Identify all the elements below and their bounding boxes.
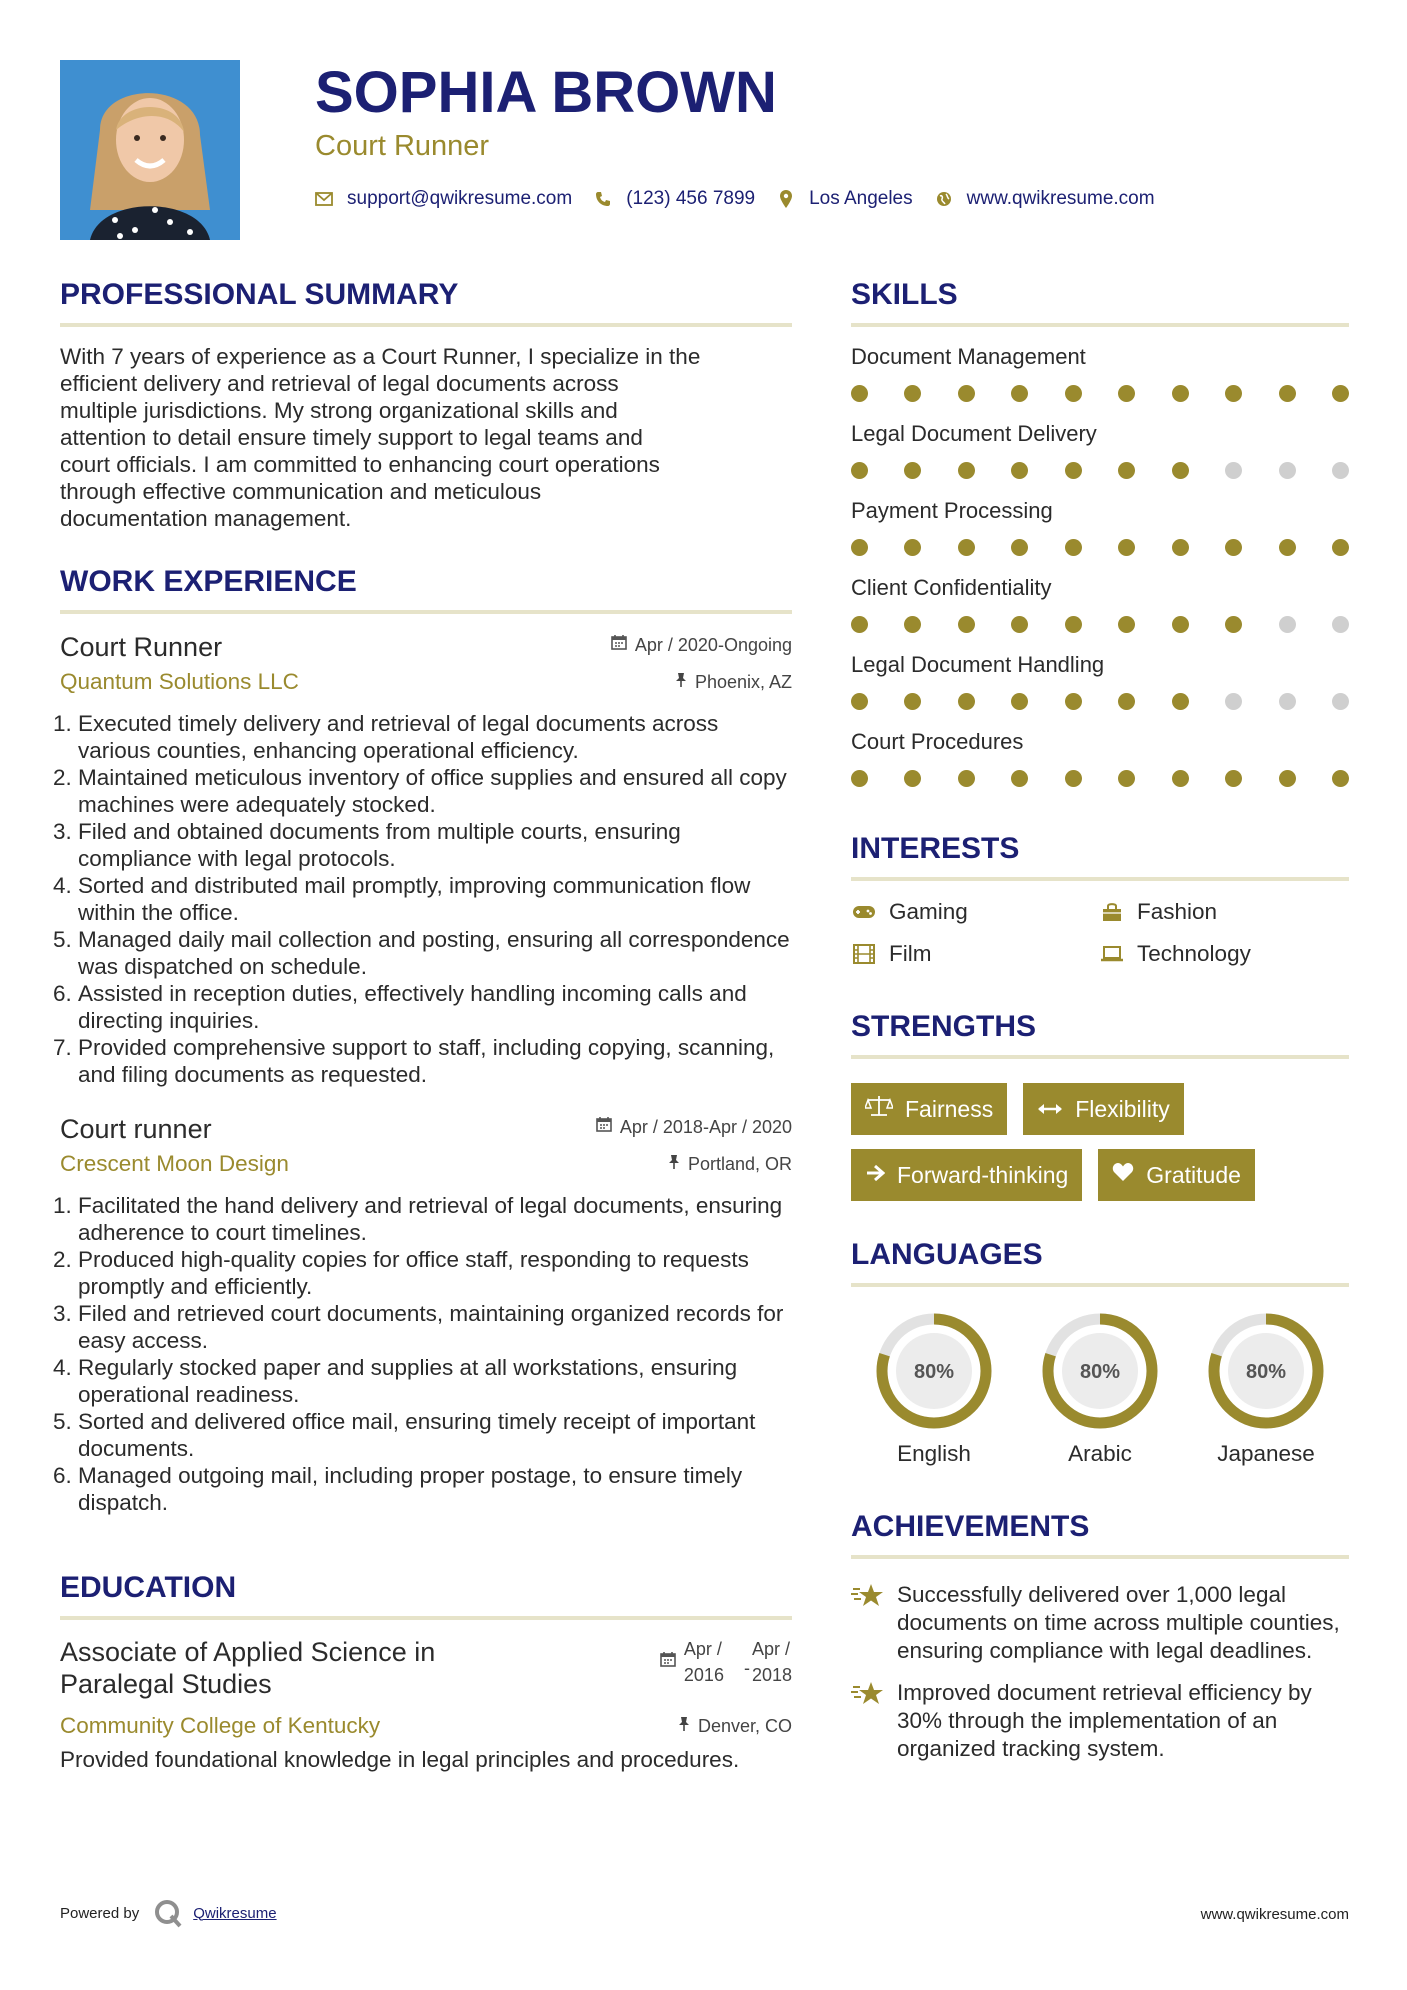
contact-website[interactable] [935,188,1155,210]
job-location-text: Portland, OR [687,1153,792,1174]
website-text: www.qwikresume.com [966,188,1155,209]
skill-name: Legal Document Delivery [851,421,1097,446]
rating-dot-filled [958,770,975,787]
skill-item [851,420,1349,479]
map-marker-icon [777,190,795,208]
profile-photo [60,60,240,240]
interests-title: INTERESTS [851,829,1349,881]
skill-item [851,651,1349,710]
rating-dot-filled [1118,616,1135,633]
summary-line: multiple jurisdictions. My strong organizational skills and [60,398,618,423]
star-trophy-icon [851,1679,885,1763]
job-bullets [60,1192,792,1516]
list-item: 6. Assisted in reception duties, effectively handling incoming calls and directing inquiries. [78,980,792,1034]
summary-line: through effective communication and meticulous [60,479,542,504]
phone-icon [594,191,612,207]
language-percent: 80% [1079,1361,1121,1383]
summary-text [60,343,792,532]
job-title: Court Runner [60,632,223,662]
rating-dot-empty [1279,462,1296,479]
skill-item [851,343,1349,402]
education-title: EDUCATION [60,1568,792,1620]
gamepad-icon [851,904,877,920]
rating-dot-filled [1118,462,1135,479]
job-title: Court runner [60,1114,212,1144]
list-item: 5. Sorted and delivered office mail, ensuring timely receipt of important documents. [78,1408,792,1462]
rating-dot-filled [904,616,921,633]
powered-by-text: Powered by [60,1904,140,1922]
achievement-item [851,1581,1349,1665]
rating-dot-empty [1279,616,1296,633]
strengths-section [851,1007,1349,1201]
list-item: 5. Managed daily mail collection and posting, ensuring all correspondence was dispatched on schedule. [78,926,792,980]
footer-website[interactable]: www.qwikresume.com [1200,1906,1349,1923]
language-percent: 80% [913,1361,955,1383]
skill-name: Legal Document Handling [851,652,1105,677]
rating-dot-filled [1118,770,1135,787]
strength-badges [851,1083,1349,1201]
list-item: 3. Filed and obtained documents from multiple courts, ensuring compliance with legal protocols. [78,818,792,872]
skills-list [851,343,1349,787]
strength-label: Flexibility [1075,1095,1170,1122]
job-dates-text: Apr / 2018-Apr / 2020 [619,1117,792,1137]
strength-label: Fairness [905,1095,994,1122]
rating-dot-filled [958,616,975,633]
location-text: Los Angeles [809,188,913,209]
pin-icon [675,672,687,693]
rating-dot-filled [1011,385,1028,402]
rating-dot-filled [958,385,975,402]
skill-item [851,574,1349,633]
rating-dot-filled [1225,616,1242,633]
degree-line: Paralegal Studies [60,1669,272,1699]
achievements-section [851,1507,1349,1763]
footer-powered [60,1898,277,1928]
list-item: 6. Managed outgoing mail, including proper postage, to ensure timely dispatch. [78,1462,792,1516]
rating-dot-filled [851,385,868,402]
left-column [60,275,792,1773]
rating-dot-empty [1279,693,1296,710]
summary-section [60,275,792,532]
contact-email[interactable] [315,188,572,210]
strengths-title: STRENGTHS [851,1007,1349,1059]
rating-dot-filled [1172,770,1189,787]
company-name: Quantum Solutions LLC [60,669,299,694]
education-dates [660,1636,792,1688]
rating-dot-empty [1332,616,1349,633]
school-name: Community College of Kentucky [60,1713,381,1738]
edu-start-year: 2016 [683,1665,724,1685]
education-section [60,1568,792,1773]
education-location-text: Denver, CO [697,1715,792,1736]
interest-label: Film [889,941,932,966]
balance-scale-icon [865,1095,893,1123]
laptop-icon [1099,945,1125,963]
globe-icon [935,191,953,207]
rating-dot-filled [1279,770,1296,787]
skill-rating [851,462,1349,479]
language-percent: 80% [1245,1361,1287,1383]
rating-dot-filled [904,462,921,479]
language-name: Arabic [1068,1441,1132,1466]
achievement-item [851,1679,1349,1763]
job-dates [596,1112,792,1142]
rating-dot-filled [1118,693,1135,710]
bag-icon [1099,902,1125,922]
experience-title: WORK EXPERIENCE [60,562,792,614]
list-item: 2. Produced high-quality copies for office staff, responding to requests promptly and efficiently. [78,1246,792,1300]
strength-badge [851,1083,1007,1135]
candidate-role: Court Runner [315,130,490,162]
job-location [675,672,792,693]
language-ring [1040,1311,1160,1431]
rating-dot-filled [851,462,868,479]
skill-item [851,497,1349,556]
languages-list [851,1311,1349,1467]
rating-dot-filled [1065,385,1082,402]
contact-bar [315,188,1367,210]
phone-text: (123) 456 7899 [626,188,756,209]
star-trophy-icon [851,1581,885,1665]
skill-name: Payment Processing [851,498,1053,523]
language-ring [1206,1311,1326,1431]
language-item [1017,1311,1183,1467]
rating-dot-filled [1118,385,1135,402]
rating-dot-filled [1011,539,1028,556]
contact-phone[interactable] [594,188,755,210]
degree-line: Associate of Applied Science in [60,1637,436,1667]
rating-dot-filled [1332,539,1349,556]
list-item: 2. Maintained meticulous inventory of office supplies and ensured all copy machines were adequately stocked. [78,764,792,818]
summary-line: With 7 years of experience as a Court Runner, I specialize in the [60,344,701,369]
pin-icon [678,1716,690,1737]
contact-location [777,188,913,210]
rating-dot-filled [1332,770,1349,787]
skill-name: Court Procedures [851,729,1024,754]
skill-rating [851,616,1349,633]
strength-badge [851,1149,1082,1201]
skills-section [851,275,1349,787]
summary-line: attention to detail ensure timely support to legal teams and [60,425,643,450]
strength-badge [1023,1083,1184,1135]
interests-section [851,829,1349,967]
rating-dot-filled [1172,539,1189,556]
email-text: support@qwikresume.com [347,188,573,209]
language-item [851,1311,1017,1467]
list-item: 7. Provided comprehensive support to staff, including copying, scanning, and filing documents as requested. [78,1034,792,1088]
rating-dot-filled [851,693,868,710]
language-ring [874,1311,994,1431]
edu-end-year: 2018 [751,1665,792,1685]
job-entry [60,1112,792,1516]
calendar-icon [660,1649,676,1675]
interest-item [1099,899,1349,925]
languages-section [851,1235,1349,1467]
film-icon [851,944,877,964]
qwikresume-logo-icon [153,1898,183,1928]
achievement-text: Improved document retrieval efficiency by 30% through the implementation of an organized tracking system. [897,1680,1312,1761]
rating-dot-filled [958,693,975,710]
rating-dot-empty [1225,462,1242,479]
rating-dot-filled [1065,616,1082,633]
rating-dot-filled [1225,539,1242,556]
right-column [851,275,1349,1763]
rating-dot-empty [1225,693,1242,710]
interests-grid [851,899,1349,967]
rating-dot-filled [1011,693,1028,710]
achievements-title: ACHIEVEMENTS [851,1507,1349,1559]
skill-rating [851,770,1349,787]
strength-badge [1098,1149,1255,1201]
job-entry [60,630,792,1088]
skill-rating [851,385,1349,402]
rating-dot-empty [1332,462,1349,479]
interest-item [851,941,1099,967]
strength-label: Gratitude [1146,1161,1241,1188]
rating-dot-filled [1065,462,1082,479]
list-item: 4. Sorted and distributed mail promptly, improving communication flow within the office. [78,872,792,926]
header-info [315,58,1367,210]
rating-dot-filled [1172,693,1189,710]
rating-dot-filled [1011,616,1028,633]
skill-name: Client Confidentiality [851,575,1052,600]
rating-dot-filled [904,770,921,787]
job-dates-text: Apr / 2020-Ongoing [634,635,792,655]
calendar-icon [611,630,627,660]
job-bullets [60,710,792,1088]
rating-dot-filled [1279,385,1296,402]
summary-line: efficient delivery and retrieval of legal documents across [60,371,619,396]
calendar-icon [596,1112,612,1142]
rating-dot-filled [1172,385,1189,402]
envelope-icon [315,192,333,206]
rating-dot-filled [851,539,868,556]
language-name: English [897,1441,971,1466]
edu-start-month: Apr / [683,1639,722,1659]
education-description: Provided foundational knowledge in legal principles and procedures. [60,1747,740,1772]
company-name: Crescent Moon Design [60,1151,289,1176]
job-location-text: Phoenix, AZ [694,671,792,692]
job-location [668,1154,792,1175]
edu-date-dash: - [743,1658,750,1678]
summary-line: documentation management. [60,506,352,531]
language-item [1183,1311,1349,1467]
skill-name: Document Management [851,344,1086,369]
rating-dot-filled [1011,770,1028,787]
rating-dot-filled [1332,385,1349,402]
summary-line: court officials. I am committed to enhancing court operations [60,452,660,477]
languages-title: LANGUAGES [851,1235,1349,1287]
degree-title [60,1636,435,1700]
arrow-right-icon [865,1162,885,1188]
list-item: 4. Regularly stocked paper and supplies at all workstations, ensuring operational readiness. [78,1354,792,1408]
rating-dot-filled [958,539,975,556]
rating-dot-filled [1065,539,1082,556]
achievement-text: Successfully delivered over 1,000 legal documents on time across multiple counties, ensuring compliance with legal deadlines. [897,1582,1340,1663]
rating-dot-filled [1011,462,1028,479]
rating-dot-filled [851,770,868,787]
education-location [678,1716,792,1737]
rating-dot-empty [1332,693,1349,710]
profile-photo-illustration [60,60,240,240]
list-item: 1. Executed timely delivery and retrieval of legal documents across various counties, enhancing operational efficiency. [78,710,792,764]
list-item: 1. Facilitated the hand delivery and retrieval of legal documents, ensuring adherence to court timelines. [78,1192,792,1246]
skill-item [851,728,1349,787]
interest-label: Gaming [889,899,968,924]
rating-dot-filled [1118,539,1135,556]
skill-rating [851,693,1349,710]
arrows-h-icon [1037,1096,1063,1122]
qwikresume-link[interactable]: Qwikresume [193,1904,277,1922]
rating-dot-filled [904,385,921,402]
strength-label: Forward-thinking [897,1161,1069,1188]
skill-rating [851,539,1349,556]
rating-dot-filled [904,693,921,710]
edu-end-month: Apr / [751,1639,790,1659]
rating-dot-filled [1172,462,1189,479]
candidate-name: SOPHIA BROWN [315,60,777,125]
job-dates [611,630,792,660]
interest-label: Technology [1137,941,1251,966]
rating-dot-filled [1172,616,1189,633]
interest-item [1099,941,1349,967]
rating-dot-filled [958,462,975,479]
rating-dot-filled [851,616,868,633]
rating-dot-filled [904,539,921,556]
rating-dot-filled [1279,539,1296,556]
language-name: Japanese [1217,1441,1315,1466]
rating-dot-filled [1065,693,1082,710]
rating-dot-filled [1225,770,1242,787]
interest-label: Fashion [1137,899,1218,924]
heart-icon [1112,1162,1134,1188]
pin-icon [668,1154,680,1175]
list-item: 3. Filed and retrieved court documents, maintaining organized records for easy access. [78,1300,792,1354]
rating-dot-filled [1065,770,1082,787]
summary-title: PROFESSIONAL SUMMARY [60,275,792,327]
rating-dot-filled [1225,385,1242,402]
experience-section [60,562,792,1516]
skills-title: SKILLS [851,275,1349,327]
interest-item [851,899,1099,925]
